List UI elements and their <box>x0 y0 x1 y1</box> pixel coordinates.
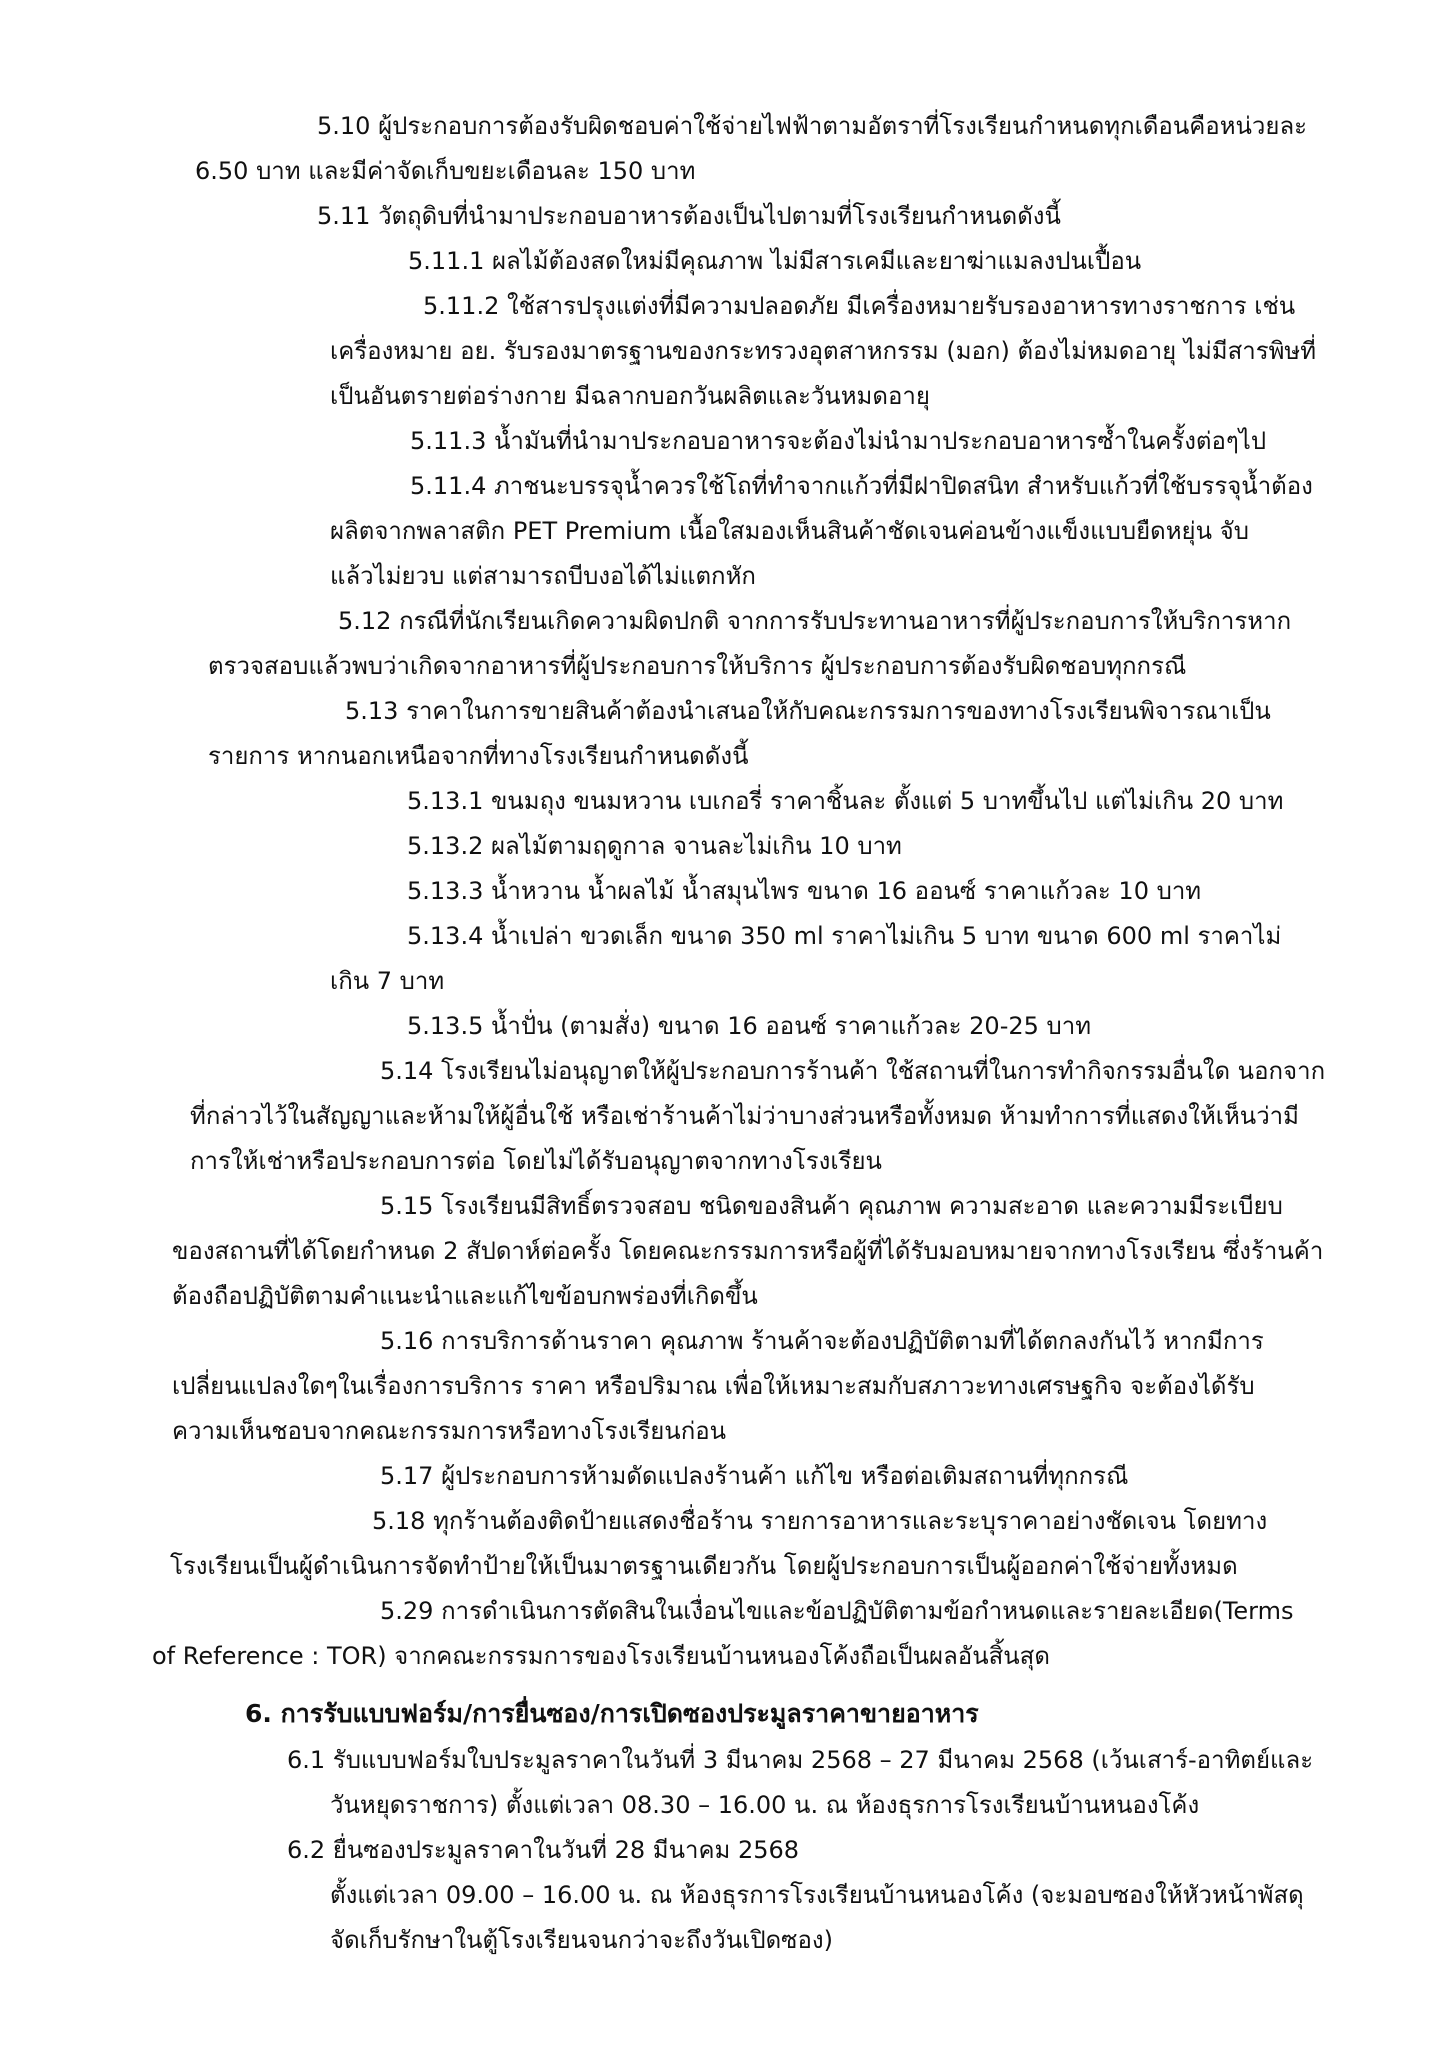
clause-5-18-cont: โรงเรียนเป็นผู้ดำเนินการจัดทำป้ายให้เป็นมาตรฐานเดียวกัน โดยผู้ประกอบการเป็นผู้ออกค่าใช้จ่ายทั้งหมด <box>170 1552 1238 1580</box>
clause-6-2-cont: จัดเก็บรักษาในตู้โรงเรียนจนกว่าจะถึงวันเปิดซอง) <box>330 1926 833 1954</box>
clause-5-10-cont: 6.50 บาท และมีค่าจัดเก็บขยะเดือนละ 150 บาท <box>195 157 696 185</box>
clause-5-13-5: 5.13.5 น้ำปั่น (ตามสั่ง) ขนาด 16 ออนซ์ ราคาแก้วละ 20-25 บาท <box>407 1012 1092 1040</box>
clause-5-14-cont: การให้เช่าหรือประกอบการต่อ โดยไม่ได้รับอนุญาตจากทางโรงเรียน <box>190 1147 882 1175</box>
clause-5-11-3: 5.11.3 น้ำมันที่นำมาประกอบอาหารจะต้องไม่นำมาประกอบอาหารซ้ำในครั้งต่อๆไป <box>410 427 1267 455</box>
clause-5-11-2-cont: เป็นอันตรายต่อร่างกาย มีฉลากบอกวันผลิตและวันหมดอายุ <box>330 382 930 410</box>
clause-5-11-2-cont: เครื่องหมาย อย. รับรองมาตรฐานของกระทรวงอุตสาหกรรม (มอก) ต้องไม่หมดอายุ ไม่มีสารพิษที่ <box>330 337 1317 365</box>
clause-5-17: 5.17 ผู้ประกอบการห้ามดัดแปลงร้านค้า แก้ไข หรือต่อเติมสถานที่ทุกกรณี <box>380 1462 1129 1490</box>
clause-5-16-cont: ความเห็นชอบจากคณะกรรมการหรือทางโรงเรียนก่อน <box>172 1417 727 1445</box>
section-6-heading: 6. การรับแบบฟอร์ม/การยื่นซอง/การเปิดซองประมูลราคาขายอาหาร <box>245 1699 979 1728</box>
clause-6-1-cont: วันหยุดราชการ) ตั้งแต่เวลา 08.30 – 16.00 น. ณ ห้องธุรการโรงเรียนบ้านหนองโค้ง <box>330 1791 1200 1819</box>
clause-5-29-cont: of Reference : TOR) จากคณะกรรมการของโรงเรียนบ้านหนองโค้งถือเป็นผลอันสิ้นสุด <box>152 1642 1050 1670</box>
clause-5-15-cont: ต้องถือปฏิบัติตามคำแนะนำและแก้ไขข้อบกพร่องที่เกิดขึ้น <box>172 1282 758 1310</box>
clause-5-13-1: 5.13.1 ขนมถุง ขนมหวาน เบเกอรี่ ราคาชิ้นละ ตั้งแต่ 5 บาทขึ้นไป แต่ไม่เกิน 20 บาท <box>407 787 1284 815</box>
clause-5-16: 5.16 การบริการด้านราคา คุณภาพ ร้านค้าจะต้องปฏิบัติตามที่ได้ตกลงกันไว้ หากมีการ <box>380 1327 1264 1355</box>
clause-6-2-cont: ตั้งแต่เวลา 09.00 – 16.00 น. ณ ห้องธุรการโรงเรียนบ้านหนองโค้ง (จะมอบซองให้หัวหน้าพัสดุ <box>330 1881 1304 1909</box>
clause-5-13-3: 5.13.3 น้ำหวาน น้ำผลไม้ น้ำสมุนไพร ขนาด 16 ออนซ์ ราคาแก้วละ 10 บาท <box>407 877 1202 905</box>
clause-5-13-cont: รายการ หากนอกเหนือจากที่ทางโรงเรียนกำหนดดังนี้ <box>208 742 749 770</box>
clause-5-11-1: 5.11.1 ผลไม้ต้องสดใหม่มีคุณภาพ ไม่มีสารเคมีและยาฆ่าแมลงปนเปื้อน <box>408 247 1142 275</box>
clause-5-11-4: 5.11.4 ภาชนะบรรจุน้ำควรใช้โถที่ทำจากแก้วที่มีฝาปิดสนิท สำหรับแก้วที่ใช้บรรจุน้ำต้อง <box>410 472 1313 500</box>
clause-5-14-cont: ที่กล่าวไว้ในสัญญาและห้ามให้ผู้อื่นใช้ หรือเช่าร้านค้าไม่ว่าบางส่วนหรือทั้งหมด ห้ามทำการที่แสดงให้เห็นว่ามี <box>190 1102 1299 1130</box>
clause-5-11-2: 5.11.2 ใช้สารปรุงแต่งที่มีความปลอดภัย มีเครื่องหมายรับรองอาหารทางราชการ เช่น <box>423 292 1296 320</box>
clause-5-14: 5.14 โรงเรียนไม่อนุญาตให้ผู้ประกอบการร้านค้า ใช้สถานที่ในการทำกิจกรรมอื่นใด นอกจาก <box>380 1057 1326 1085</box>
clause-5-15: 5.15 โรงเรียนมีสิทธิ์ตรวจสอบ ชนิดของสินค้า คุณภาพ ความสะอาด และความมีระเบียบ <box>380 1192 1283 1220</box>
clause-5-13-4-cont: เกิน 7 บาท <box>330 967 445 995</box>
clause-5-15-cont: ของสถานที่ได้โดยกำหนด 2 สัปดาห์ต่อครั้ง โดยคณะกรรมการหรือผู้ที่ได้รับมอบหมายจากทางโรงเรียน ซึ่งร้านค้า <box>172 1237 1324 1265</box>
clause-5-11-4-cont: แล้วไม่ยวบ แต่สามารถบีบงอได้ไม่แตกหัก <box>330 562 756 590</box>
clause-5-29: 5.29 การดำเนินการตัดสินในเงื่อนไขและข้อปฏิบัติตามข้อกำหนดและรายละเอียด(Terms <box>380 1597 1294 1625</box>
clause-5-13-4: 5.13.4 น้ำเปล่า ขวดเล็ก ขนาด 350 ml ราคาไม่เกิน 5 บาท ขนาด 600 ml ราคาไม่ <box>407 922 1282 950</box>
clause-5-13-2: 5.13.2 ผลไม้ตามฤดูกาล จานละไม่เกิน 10 บาท <box>407 832 902 860</box>
clause-5-12-cont: ตรวจสอบแล้วพบว่าเกิดจากอาหารที่ผู้ประกอบการให้บริการ ผู้ประกอบการต้องรับผิดชอบทุกกรณี <box>208 652 1187 680</box>
clause-5-10: 5.10 ผู้ประกอบการต้องรับผิดชอบค่าใช้จ่ายไฟฟ้าตามอัตราที่โรงเรียนกำหนดทุกเดือนคือหน่วยละ <box>317 112 1308 140</box>
clause-5-12: 5.12 กรณีที่นักเรียนเกิดความผิดปกติ จากการรับประทานอาหารที่ผู้ประกอบการให้บริการหาก <box>338 607 1292 635</box>
clause-5-11: 5.11 วัตถุดิบที่นำมาประกอบอาหารต้องเป็นไปตามที่โรงเรียนกำหนดดังนี้ <box>317 202 1061 230</box>
clause-5-13: 5.13 ราคาในการขายสินค้าต้องนำเสนอให้กับคณะกรรมการของทางโรงเรียนพิจารณาเป็น <box>345 697 1271 725</box>
clause-5-18: 5.18 ทุกร้านต้องติดป้ายแสดงชื่อร้าน รายการอาหารและระบุราคาอย่างชัดเจน โดยทาง <box>372 1507 1268 1535</box>
clause-6-2: 6.2 ยื่นซองประมูลราคาในวันที่ 28 มีนาคม 2568 <box>287 1836 800 1864</box>
clause-6-1: 6.1 รับแบบฟอร์มใบประมูลราคาในวันที่ 3 มีนาคม 2568 – 27 มีนาคม 2568 (เว้นเสาร์-อาทิตย์และ <box>287 1746 1314 1774</box>
clause-5-11-4-cont: ผลิตจากพลาสติก PET Premium เนื้อใสมองเห็นสินค้าชัดเจนค่อนข้างแข็งแบบยืดหยุ่น จับ <box>330 517 1249 545</box>
clause-5-16-cont: เปลี่ยนแปลงใดๆในเรื่องการบริการ ราคา หรือปริมาณ เพื่อให้เหมาะสมกับสภาวะทางเศรษฐกิจ จะต้องได้รับ <box>172 1372 1255 1400</box>
